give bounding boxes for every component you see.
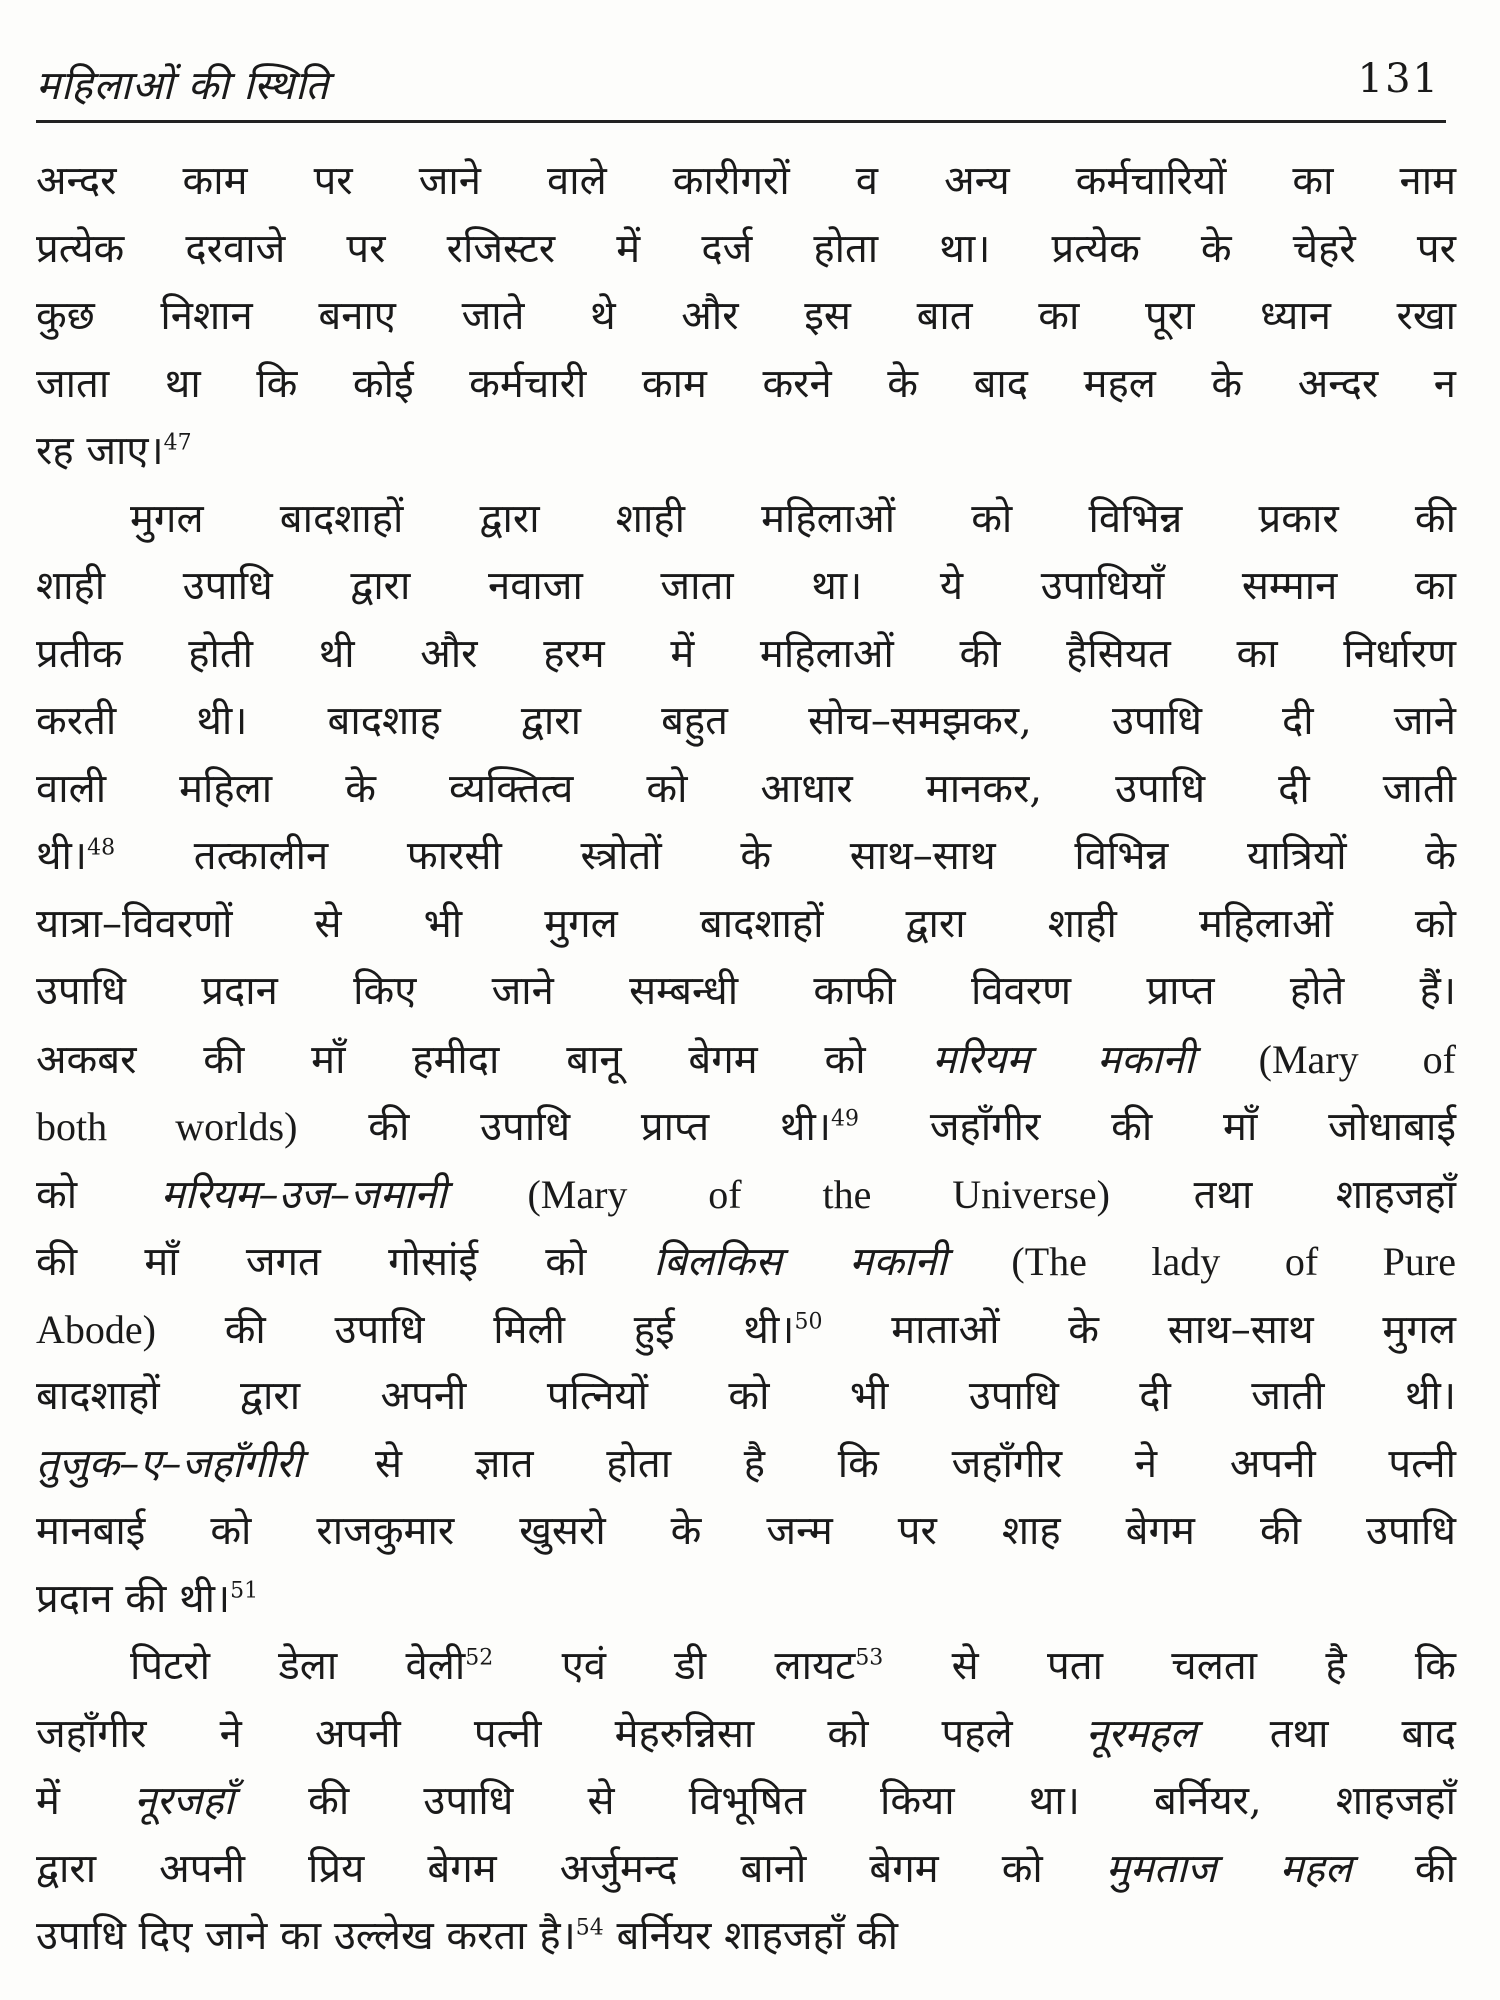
text-segment: की उपाधि से विभूषित किया था। बर्नियर, शाहजहाँ [233, 1778, 1456, 1824]
italic-title: मरियम मकानी [932, 1036, 1195, 1083]
text-segment: वाली महिला के व्यक्तित्व को आधार मानकर, उपाधि दी जाती [36, 765, 1456, 812]
text-segment: प्रत्येक दरवाजे पर रजिस्टर में दर्ज होता था। प्रत्येक के चेहरे पर [36, 225, 1456, 272]
body-text [36, 148, 1456, 1971]
text-line [36, 351, 1456, 419]
text-segment: करती थी। बादशाह द्वारा बहुत सोच–समझकर, उपाधि दी जाने [36, 698, 1456, 744]
text-segment: अन्दर काम पर जाने वाले कारीगरों व अन्य कर्मचारियों का नाम [36, 158, 1456, 204]
text-segment: से ज्ञात होता है कि जहाँगीर ने अपनी पत्नी [302, 1440, 1456, 1487]
text-line [36, 1903, 1456, 1971]
paragraph [36, 148, 1456, 486]
text-line [36, 1026, 1456, 1094]
text-line [36, 1296, 1456, 1364]
text-line [36, 1431, 1456, 1499]
footnote-ref: 52 [465, 1645, 494, 1671]
text-segment: यात्रा–विवरणों से भी मुगल बादशाहों द्वारा शाही महिलाओं को [36, 900, 1456, 947]
italic-title: नूरमहल [1085, 1710, 1197, 1757]
text-line [36, 1566, 1456, 1634]
text-segment: कुछ निशान बनाए जाते थे और इस बात का पूरा ध्यान रखा [36, 293, 1456, 339]
text-line [36, 1836, 1456, 1904]
text-segment: की उपाधि प्राप्त थी। [297, 1104, 832, 1150]
english-gloss: Abode) [36, 1306, 156, 1352]
text-line [36, 553, 1456, 621]
text-segment: से पता चलता है कि [883, 1643, 1457, 1689]
text-segment: जाता था कि कोई कर्मचारी काम करने के बाद महल के अन्दर न [36, 360, 1456, 407]
text-line [36, 1093, 1456, 1161]
text-segment: को [36, 1171, 161, 1218]
text-line [36, 688, 1456, 756]
text-segment: की [1351, 1845, 1456, 1892]
text-segment: पिटरो डेला वेली [130, 1643, 466, 1689]
text-segment: जहाँगीर ने अपनी पत्नी मेहरुन्निसा को पहले [36, 1710, 1086, 1757]
text-segment: बादशाहों द्वारा अपनी पत्नियों को भी उपाधि दी जाती थी। [36, 1373, 1456, 1419]
text-segment: माताओं के साथ–साथ मुगल [822, 1306, 1456, 1353]
italic-title: नूरजहाँ [134, 1778, 234, 1824]
italic-title: बिलकिस मकानी [653, 1239, 947, 1285]
text-line [36, 1768, 1456, 1836]
text-line [36, 216, 1456, 284]
text-segment: में [36, 1778, 135, 1824]
text-segment: उपाधि प्रदान किए जाने सम्बन्धी काफी विवरण प्राप्त होते हैं। [36, 968, 1456, 1014]
footnote-ref: 49 [831, 1106, 860, 1132]
text-segment: मानबाई को राजकुमार खुसरो के जन्म पर शाह बेगम की उपाधि [36, 1508, 1456, 1554]
text-line [36, 823, 1456, 891]
italic-title: तुजुक–ए–जहाँगीरी [36, 1440, 303, 1487]
text-segment: प्रदान की थी। [36, 1575, 231, 1622]
running-header [36, 56, 1446, 123]
footnote-ref: 50 [794, 1309, 823, 1335]
text-segment: थी। [36, 833, 88, 879]
text-line [36, 418, 1456, 486]
text-line [36, 756, 1456, 824]
text-segment: शाही उपाधि द्वारा नवाजा जाता था। ये उपाधियाँ सम्मान का [36, 563, 1456, 609]
text-line [36, 891, 1456, 959]
text-line [36, 958, 1456, 1026]
paragraph [36, 1633, 1456, 1971]
english-gloss: (The lady of Pure [946, 1239, 1457, 1284]
english-gloss: both worlds) [36, 1104, 298, 1149]
text-line [36, 1228, 1456, 1296]
text-line [36, 1363, 1456, 1431]
text-segment: अकबर की माँ हमीदा बानू बेगम को [36, 1036, 933, 1083]
footnote-ref: 54 [575, 1915, 604, 1941]
text-line [36, 148, 1456, 216]
text-segment: बर्नियर शाहजहाँ की [603, 1913, 898, 1959]
text-line [36, 1633, 1456, 1701]
english-gloss: (Mary of the Universe) [446, 1171, 1110, 1217]
text-segment: की माँ जगत गोसांई को [36, 1239, 654, 1285]
text-segment: रह जाए। [36, 428, 164, 474]
text-segment: उपाधि दिए जाने का उल्लेख करता है। [36, 1913, 576, 1959]
footnote-ref: 53 [855, 1645, 884, 1671]
page-number: 131 [1357, 56, 1440, 102]
text-line [36, 621, 1456, 689]
text-segment: एवं डी लायट [493, 1643, 856, 1689]
text-line [36, 283, 1456, 351]
text-segment: प्रतीक होती थी और हरम में महिलाओं की हैसियत का निर्धारण [36, 630, 1456, 677]
text-segment: की उपाधि मिली हुई थी। [155, 1306, 795, 1353]
paragraph [36, 486, 1456, 1634]
english-gloss: (Mary of [1194, 1036, 1456, 1082]
text-line [36, 486, 1456, 554]
text-line [36, 1161, 1456, 1229]
text-segment: तथा शाहजहाँ [1110, 1171, 1457, 1218]
italic-title: मुमताज महल [1105, 1845, 1352, 1892]
text-segment: द्वारा अपनी प्रिय बेगम अर्जुमन्द बानो बेगम को [36, 1845, 1106, 1892]
text-segment: तत्कालीन फारसी स्त्रोतों के साथ–साथ विभिन्न यात्रियों के [115, 833, 1456, 879]
footnote-ref: 47 [163, 430, 192, 456]
running-title: महिलाओं की स्थिति [36, 63, 330, 109]
text-segment: जहाँगीर की माँ जोधाबाई [859, 1104, 1456, 1150]
footnote-ref: 48 [87, 835, 116, 861]
text-segment: तथा बाद [1196, 1710, 1456, 1757]
text-line [36, 1498, 1456, 1566]
footnote-ref: 51 [230, 1578, 259, 1604]
italic-title: मरियम–उज–जमानी [160, 1171, 447, 1218]
text-line [36, 1701, 1456, 1769]
text-segment: मुगल बादशाहों द्वारा शाही महिलाओं को विभिन्न प्रकार की [130, 495, 1456, 542]
